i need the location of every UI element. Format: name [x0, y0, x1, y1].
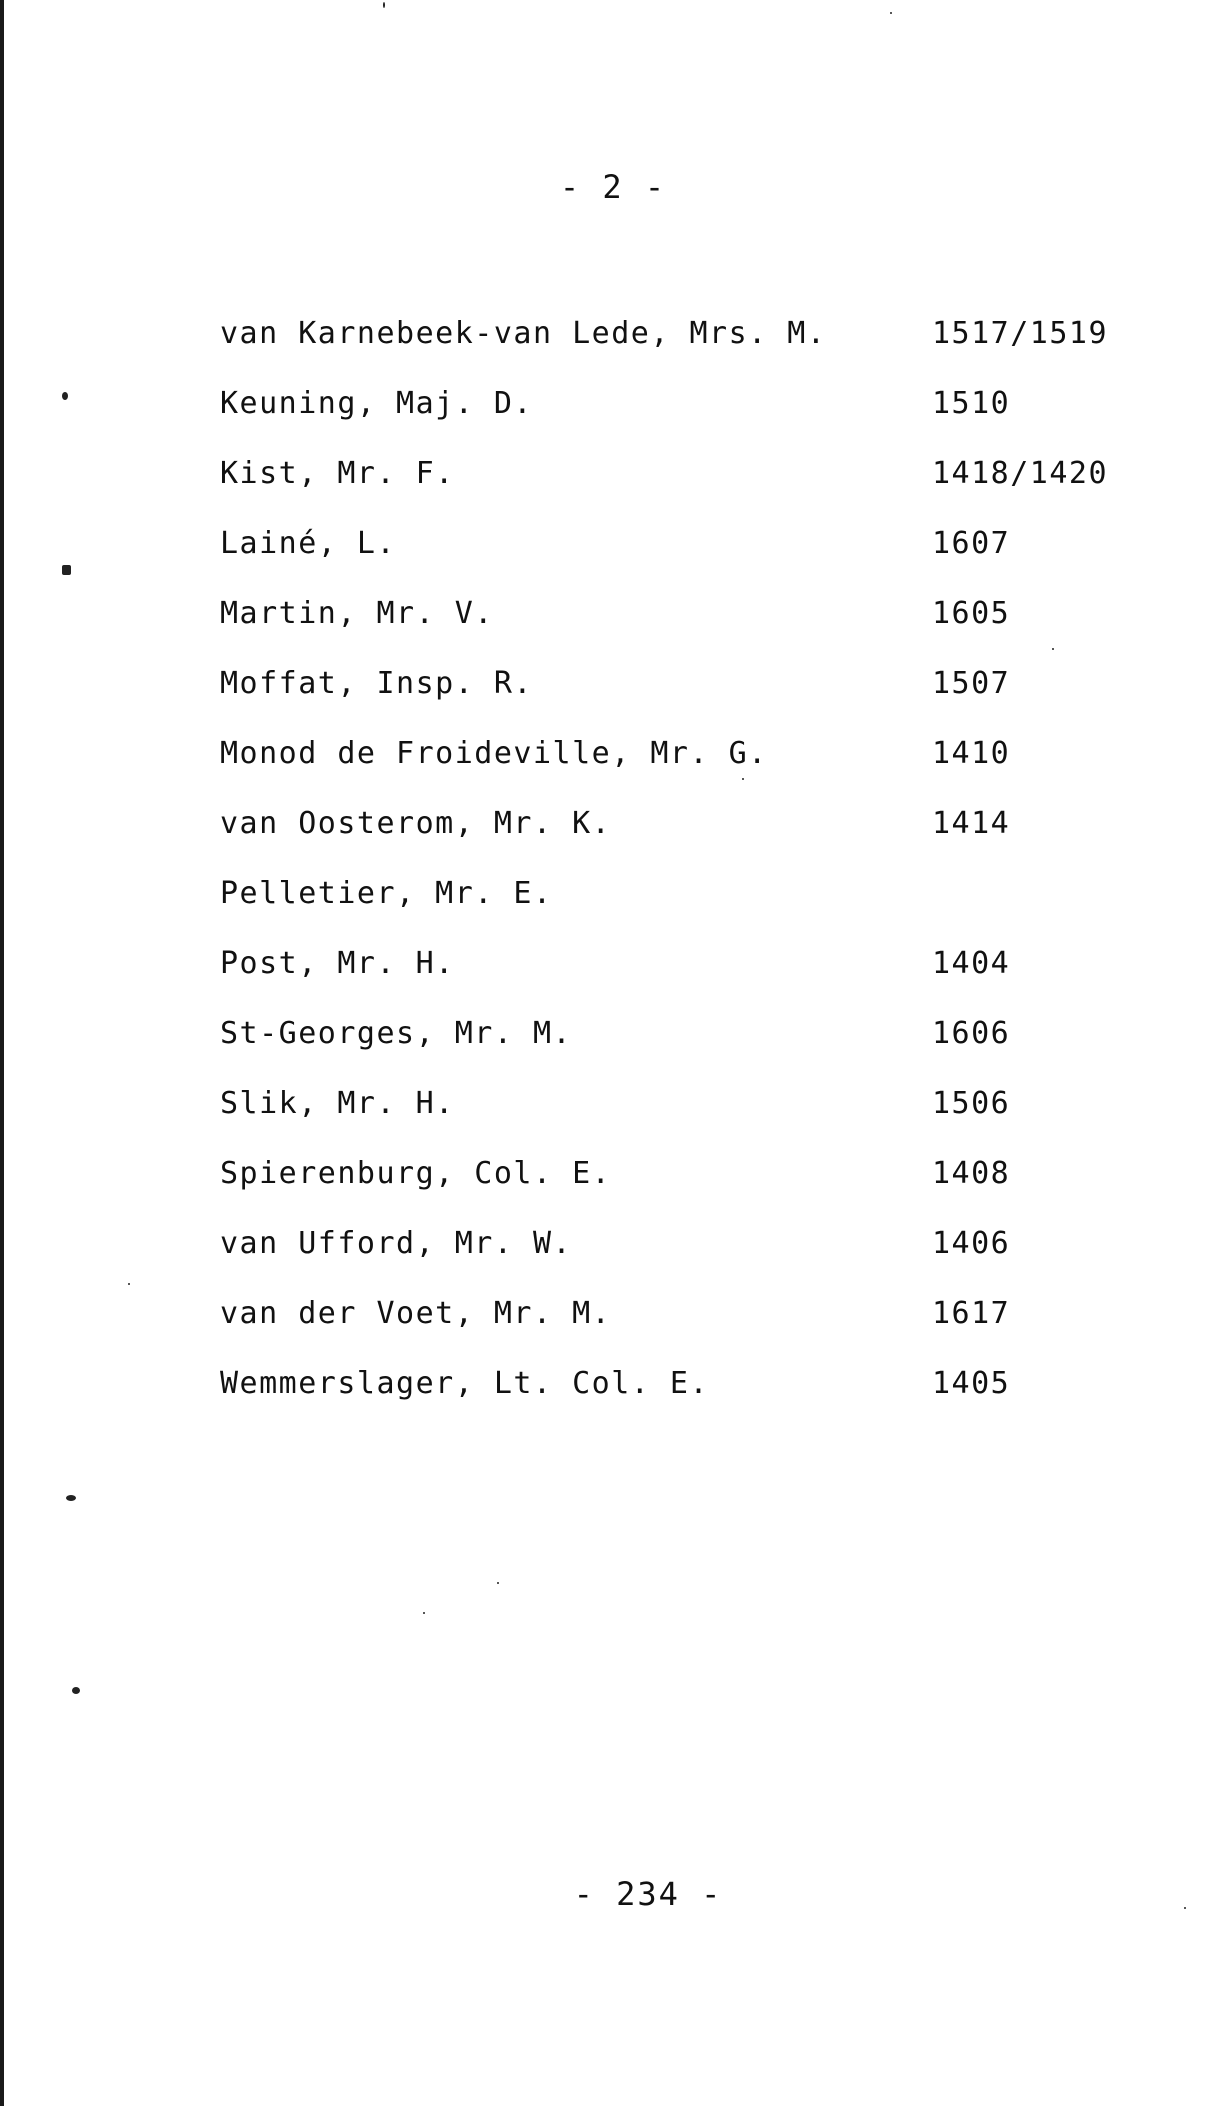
- person-name: Moffat, Insp. R.: [220, 665, 533, 701]
- person-name: Post, Mr. H.: [220, 945, 455, 981]
- staff-directory: [220, 298, 1140, 1418]
- extension-number: 1404: [932, 945, 1011, 981]
- extension-number: 1408: [932, 1155, 1011, 1191]
- directory-row: [220, 578, 1140, 648]
- scan-speck: [742, 778, 744, 780]
- person-name: van Oosterom, Mr. K.: [220, 805, 612, 841]
- directory-row: [220, 648, 1140, 718]
- person-name: Monod de Froideville, Mr. G.: [220, 735, 768, 771]
- directory-row: [220, 858, 1140, 928]
- extension-number: 1607: [932, 525, 1011, 561]
- person-name: Pelletier, Mr. E.: [220, 875, 553, 911]
- directory-row: [220, 1278, 1140, 1348]
- person-name: van Ufford, Mr. W.: [220, 1225, 573, 1261]
- person-name: Kist, Mr. F.: [220, 455, 455, 491]
- extension-number: 1510: [932, 385, 1011, 421]
- person-name: van Karnebeek-van Lede, Mrs. M.: [220, 315, 827, 351]
- person-name: Wemmerslager, Lt. Col. E.: [220, 1365, 710, 1401]
- scan-speck: [890, 12, 892, 14]
- extension-number: 1405: [932, 1365, 1011, 1401]
- scan-speck: [423, 1612, 425, 1614]
- extension-number: 1617: [932, 1295, 1011, 1331]
- extension-number: 1507: [932, 665, 1011, 701]
- extension-number: 1506: [932, 1085, 1011, 1121]
- scan-speck: [62, 565, 71, 575]
- directory-row: [220, 1208, 1140, 1278]
- person-name: Lainé, L.: [220, 525, 397, 561]
- directory-row: [220, 438, 1140, 508]
- extension-number: 1418/1420: [932, 455, 1109, 491]
- person-name: St-Georges, Mr. M.: [220, 1015, 573, 1051]
- person-name: van der Voet, Mr. M.: [220, 1295, 612, 1331]
- person-name: Martin, Mr. V.: [220, 595, 494, 631]
- directory-row: [220, 718, 1140, 788]
- directory-row: [220, 998, 1140, 1068]
- directory-row: [220, 1068, 1140, 1138]
- scan-speck: [497, 1582, 499, 1584]
- person-name: Slik, Mr. H.: [220, 1085, 455, 1121]
- directory-row: [220, 298, 1140, 368]
- directory-row: [220, 928, 1140, 998]
- directory-row: [220, 1348, 1140, 1418]
- extension-number: 1414: [932, 805, 1011, 841]
- scan-speck: [1184, 1907, 1186, 1909]
- scan-speck: [72, 1687, 80, 1694]
- scan-speck: [62, 392, 68, 400]
- person-name: Spierenburg, Col. E.: [220, 1155, 612, 1191]
- extension-number: 1517/1519: [932, 315, 1109, 351]
- directory-row: [220, 508, 1140, 578]
- extension-number: 1605: [932, 595, 1011, 631]
- extension-number: 1410: [932, 735, 1011, 771]
- page-header: - 2 -: [559, 168, 667, 206]
- extension-number: 1606: [932, 1015, 1011, 1051]
- page-edge-border: [0, 0, 4, 2106]
- person-name: Keuning, Maj. D.: [220, 385, 533, 421]
- directory-row: [220, 368, 1140, 438]
- scan-speck: [1052, 648, 1054, 650]
- directory-row: [220, 1138, 1140, 1208]
- page-number: - 234 -: [573, 1875, 723, 1913]
- scan-speck: [128, 1283, 130, 1285]
- scan-speck: [383, 2, 385, 8]
- scan-speck: [66, 1495, 76, 1501]
- extension-number: 1406: [932, 1225, 1011, 1261]
- directory-row: [220, 788, 1140, 858]
